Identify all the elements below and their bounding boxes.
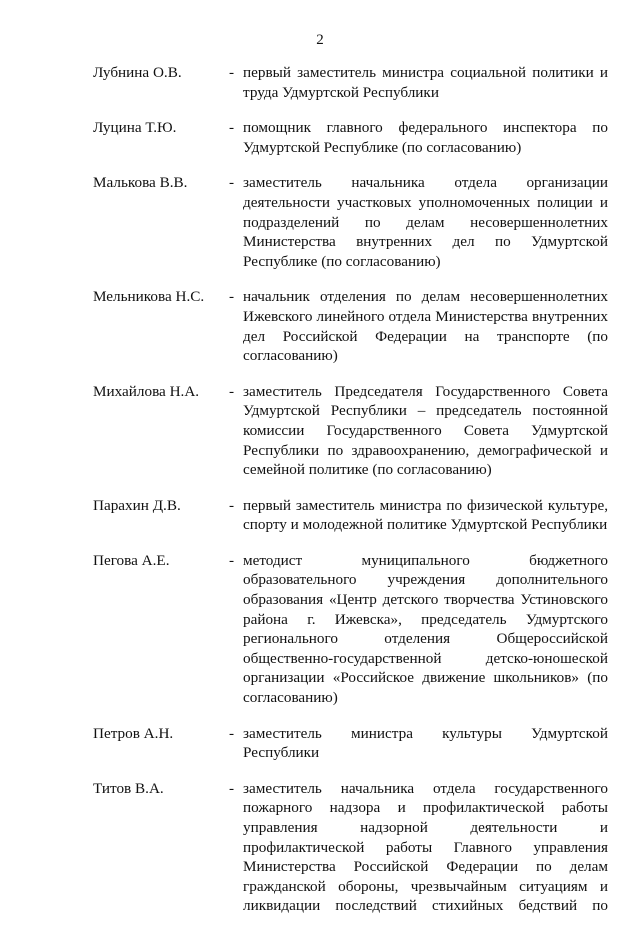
member-entry	[93, 382, 608, 480]
member-position: заместитель министра культуры Удмуртской Республики	[243, 724, 608, 762]
member-list	[93, 63, 608, 932]
member-position: первый заместитель министра по физической культуре, спорту и молодежной политике Удмуртской Республики	[243, 496, 608, 534]
member-position: первый заместитель министра социальной политики и труда Удмуртской Республики	[243, 64, 608, 101]
dash-separator: -	[229, 64, 235, 81]
dash-separator: -	[229, 288, 235, 306]
member-position: помощник главного федерального инспектора по Удмуртской Республике (по согласованию)	[243, 119, 608, 156]
member-entry	[93, 173, 608, 271]
member-name: Михайлова Н.А.	[93, 382, 200, 400]
member-name: Лубнина О.В.	[93, 64, 182, 81]
dash-separator: -	[229, 174, 235, 192]
dash-separator: -	[229, 119, 235, 137]
dash-separator: -	[229, 724, 235, 742]
member-entry	[93, 496, 608, 535]
dash-separator: -	[229, 382, 235, 400]
member-position: методист муниципального бюджетного образовательного учреждения дополнительного образования «Центр детского творчества Устиновского района г. Ижевска», председатель Удмуртского регионального отделения Общероссийской общественно-государственной детско-юношеской организации «Российское движение школьников» (по согласованию)	[243, 551, 608, 707]
dash-separator: -	[229, 779, 235, 797]
dash-separator: -	[229, 551, 235, 569]
member-name: Титов В.А.	[93, 779, 164, 797]
member-name: Малькова В.В.	[93, 174, 188, 192]
page-number: 2	[316, 32, 324, 48]
member-position: начальник отделения по делам несовершеннолетних Ижевского линейного отдела Министерства внутренних дел Российской Федерации на транспорте (по согласованию)	[243, 288, 608, 365]
member-position: заместитель начальника отдела организации деятельности участковых уполномоченных полиции и подразделений по делам несовершеннолетних Министерства внутренних дел по Удмуртской Республике (по согласованию)	[243, 174, 608, 270]
member-entry	[93, 724, 608, 763]
member-entry	[93, 63, 608, 102]
member-name: Мельникова Н.С.	[93, 288, 205, 306]
dash-separator: -	[229, 496, 235, 514]
member-name: Пегова А.Е.	[93, 551, 170, 569]
member-name: Луцина Т.Ю.	[93, 119, 177, 137]
member-name: Парахин Д.В.	[93, 496, 181, 514]
member-position: заместитель Председателя Государственного Совета Удмуртской Республики – председатель постоянной комиссии Государственного Совета Удмуртской Республики по здравоохранению, демографической и семейной политике (по согласованию)	[243, 382, 608, 479]
member-name: Петров А.Н.	[93, 724, 174, 742]
member-position: заместитель начальника отдела государственного пожарного надзора и профилактической работы управления надзорной деятельности и профилактической работы Главного управления Министерства Российской Федерации по делам гражданской обороны, чрезвычайным ситуациям и ликвидации последствий стихийных бедствий по	[243, 779, 608, 915]
member-entry	[93, 551, 608, 708]
member-entry	[93, 118, 608, 157]
member-entry	[93, 287, 608, 365]
member-entry	[93, 779, 608, 916]
